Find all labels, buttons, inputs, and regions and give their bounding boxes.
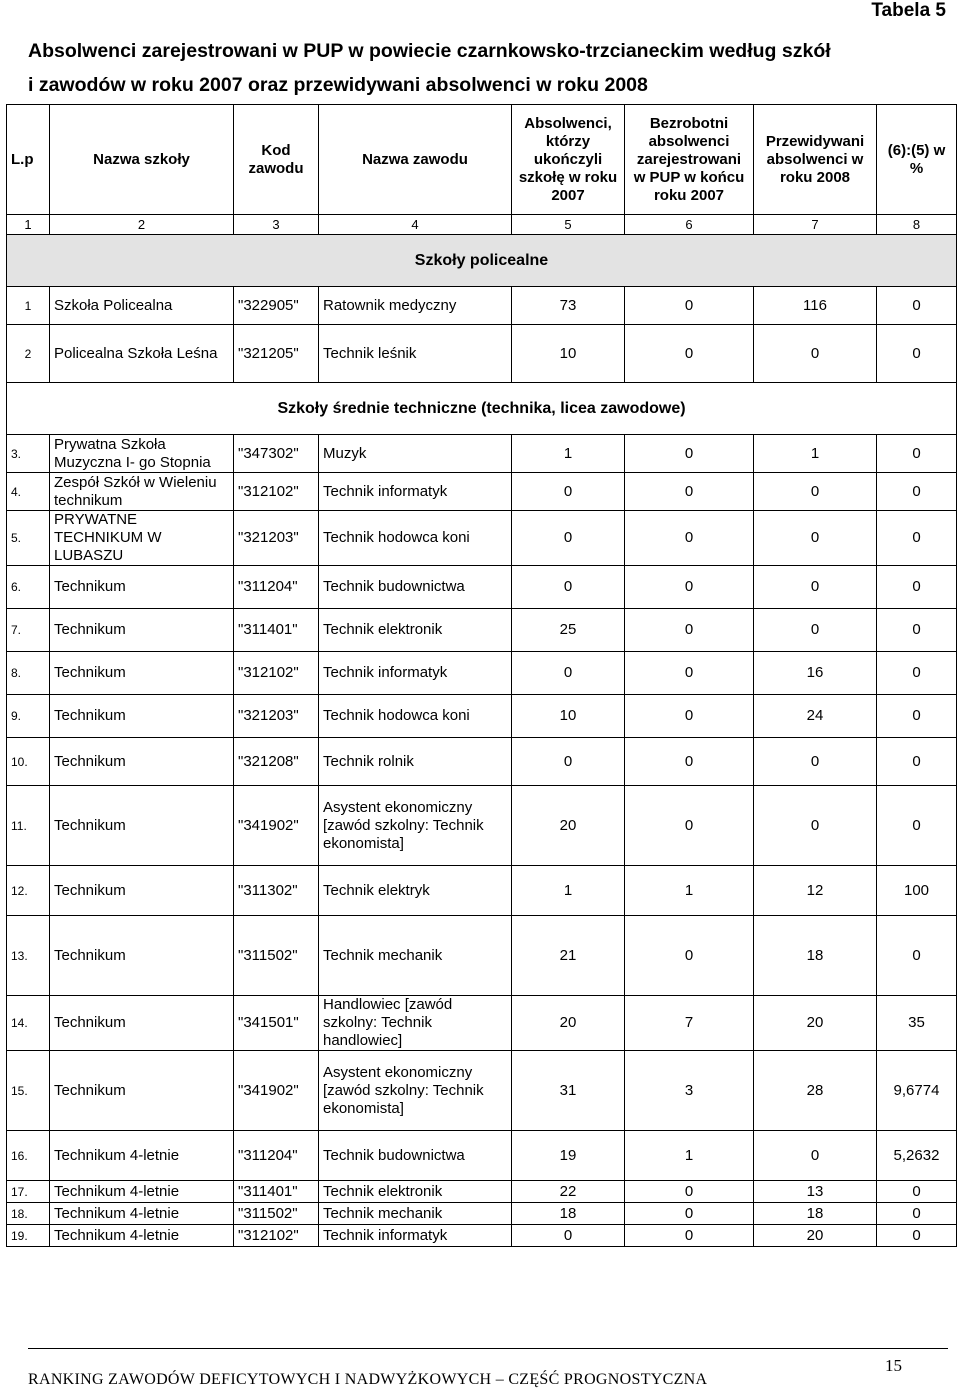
- row-forecast: 0: [754, 566, 877, 609]
- row-lp: 12.: [7, 866, 50, 916]
- row-lp: 13.: [7, 916, 50, 996]
- row-code: "321203": [234, 695, 319, 738]
- row-forecast: 18: [754, 1203, 877, 1225]
- row-profession: Technik leśnik: [319, 325, 512, 383]
- column-numbers-row: [7, 215, 957, 235]
- row-lp: 5.: [7, 511, 50, 566]
- row-school: PRYWATNE TECHNIKUM W LUBASZU: [50, 511, 234, 566]
- row-lp: 10.: [7, 738, 50, 786]
- header-forecast: Przewidywani absolwenci w roku 2008: [754, 105, 877, 215]
- row-profession: Technik rolnik: [319, 738, 512, 786]
- row-lp: 8.: [7, 652, 50, 695]
- row-lp: 18.: [7, 1203, 50, 1225]
- row-forecast: 16: [754, 652, 877, 695]
- row-profession: Technik hodowca koni: [319, 695, 512, 738]
- table-row: [7, 866, 957, 916]
- row-unemployed: 0: [625, 473, 754, 511]
- column-number: 6: [625, 215, 754, 235]
- section-title-post-secondary: Szkoły policealne: [7, 235, 957, 287]
- header-ratio: (6):(5) w %: [877, 105, 957, 215]
- row-graduates: 1: [512, 866, 625, 916]
- row-lp: 7.: [7, 609, 50, 652]
- row-forecast: 0: [754, 609, 877, 652]
- table-row: [7, 786, 957, 866]
- row-unemployed: 0: [625, 1203, 754, 1225]
- row-graduates: 21: [512, 916, 625, 996]
- section-row: [7, 383, 957, 435]
- row-school: Technikum: [50, 652, 234, 695]
- row-graduates: 20: [512, 996, 625, 1051]
- row-profession: Technik budownictwa: [319, 566, 512, 609]
- row-forecast: 24: [754, 695, 877, 738]
- row-ratio: 0: [877, 473, 957, 511]
- row-ratio: 0: [877, 738, 957, 786]
- row-code: "321203": [234, 511, 319, 566]
- row-school: Technikum 4-letnie: [50, 1131, 234, 1181]
- row-profession: Technik elektronik: [319, 609, 512, 652]
- table-label: Tabela 5: [871, 0, 946, 21]
- column-number: 2: [50, 215, 234, 235]
- row-unemployed: 1: [625, 1131, 754, 1181]
- row-ratio: 0: [877, 1181, 957, 1203]
- table-row: [7, 566, 957, 609]
- column-number: 1: [7, 215, 50, 235]
- row-code: "321205": [234, 325, 319, 383]
- row-unemployed: 0: [625, 1225, 754, 1247]
- row-unemployed: 0: [625, 511, 754, 566]
- header-profession: Nazwa zawodu: [319, 105, 512, 215]
- row-unemployed: 0: [625, 916, 754, 996]
- row-unemployed: 0: [625, 435, 754, 473]
- row-graduates: 25: [512, 609, 625, 652]
- row-lp: 3.: [7, 435, 50, 473]
- row-school: Policealna Szkoła Leśna: [50, 325, 234, 383]
- table-row: [7, 287, 957, 325]
- row-code: "312102": [234, 1225, 319, 1247]
- row-graduates: 10: [512, 695, 625, 738]
- row-forecast: 20: [754, 1225, 877, 1247]
- row-school: Technikum: [50, 695, 234, 738]
- row-lp: 14.: [7, 996, 50, 1051]
- row-graduates: 18: [512, 1203, 625, 1225]
- row-school: Technikum: [50, 609, 234, 652]
- table-row: [7, 695, 957, 738]
- row-forecast: 0: [754, 738, 877, 786]
- row-ratio: 0: [877, 786, 957, 866]
- row-ratio: 0: [877, 1225, 957, 1247]
- rows-technical: [7, 435, 957, 1247]
- table-row: [7, 1203, 957, 1225]
- row-code: "312102": [234, 473, 319, 511]
- row-lp: 9.: [7, 695, 50, 738]
- table-row: [7, 435, 957, 473]
- row-graduates: 1: [512, 435, 625, 473]
- row-graduates: 22: [512, 1181, 625, 1203]
- table-row: [7, 916, 957, 996]
- row-ratio: 0: [877, 652, 957, 695]
- row-code: "311502": [234, 1203, 319, 1225]
- row-school: Zespół Szkół w Wieleniu technikum: [50, 473, 234, 511]
- row-profession: Technik informatyk: [319, 652, 512, 695]
- column-number: 7: [754, 215, 877, 235]
- row-forecast: 0: [754, 786, 877, 866]
- row-forecast: 13: [754, 1181, 877, 1203]
- row-graduates: 19: [512, 1131, 625, 1181]
- page-number: 15: [885, 1356, 902, 1375]
- row-unemployed: 0: [625, 609, 754, 652]
- table-row: [7, 652, 957, 695]
- row-unemployed: 0: [625, 566, 754, 609]
- row-profession: Technik budownictwa: [319, 1131, 512, 1181]
- row-forecast: 12: [754, 866, 877, 916]
- row-forecast: 0: [754, 511, 877, 566]
- row-unemployed: 7: [625, 996, 754, 1051]
- row-profession: Technik informatyk: [319, 1225, 512, 1247]
- row-unemployed: 0: [625, 786, 754, 866]
- row-lp: 1: [7, 287, 50, 325]
- row-school: Technikum 4-letnie: [50, 1203, 234, 1225]
- row-code: "312102": [234, 652, 319, 695]
- title-line-2: i zawodów w roku 2007 oraz przewidywani absolwenci w roku 2008: [28, 74, 648, 96]
- row-forecast: 18: [754, 916, 877, 996]
- header-row: [7, 105, 957, 215]
- row-profession: Technik hodowca koni: [319, 511, 512, 566]
- row-lp: 15.: [7, 1051, 50, 1131]
- row-lp: 6.: [7, 566, 50, 609]
- row-code: "311204": [234, 566, 319, 609]
- row-school: Technikum: [50, 566, 234, 609]
- table-row: [7, 996, 957, 1051]
- row-ratio: 0: [877, 325, 957, 383]
- row-ratio: 0: [877, 609, 957, 652]
- row-graduates: 0: [512, 738, 625, 786]
- row-school: Technikum: [50, 916, 234, 996]
- rows-post-secondary: [7, 287, 957, 383]
- row-ratio: 100: [877, 866, 957, 916]
- header-school: Nazwa szkoły: [50, 105, 234, 215]
- row-unemployed: 0: [625, 287, 754, 325]
- row-code: "311204": [234, 1131, 319, 1181]
- table-row: [7, 325, 957, 383]
- section-title-technical: Szkoły średnie techniczne (technika, licea zawodowe): [7, 383, 957, 435]
- row-ratio: 0: [877, 566, 957, 609]
- row-ratio: 0: [877, 511, 957, 566]
- row-ratio: 0: [877, 287, 957, 325]
- row-school: Technikum 4-letnie: [50, 1225, 234, 1247]
- row-ratio: 9,6774: [877, 1051, 957, 1131]
- table-row: [7, 511, 957, 566]
- row-school: Technikum: [50, 996, 234, 1051]
- row-ratio: 0: [877, 695, 957, 738]
- row-unemployed: 0: [625, 325, 754, 383]
- row-unemployed: 0: [625, 652, 754, 695]
- row-graduates: 0: [512, 511, 625, 566]
- row-profession: Asystent ekonomiczny [zawód szkolny: Technik ekonomista]: [319, 786, 512, 866]
- row-code: "311302": [234, 866, 319, 916]
- row-lp: 17.: [7, 1181, 50, 1203]
- row-school: Technikum 4-letnie: [50, 1181, 234, 1203]
- row-forecast: 116: [754, 287, 877, 325]
- row-unemployed: 0: [625, 695, 754, 738]
- row-ratio: 5,2632: [877, 1131, 957, 1181]
- row-profession: Technik elektryk: [319, 866, 512, 916]
- table-row: [7, 1131, 957, 1181]
- row-forecast: 1: [754, 435, 877, 473]
- row-graduates: 0: [512, 566, 625, 609]
- row-profession: Technik mechanik: [319, 1203, 512, 1225]
- row-forecast: 20: [754, 996, 877, 1051]
- row-code: "341902": [234, 1051, 319, 1131]
- row-lp: 2: [7, 325, 50, 383]
- row-profession: Muzyk: [319, 435, 512, 473]
- row-forecast: 0: [754, 1131, 877, 1181]
- row-code: "311401": [234, 609, 319, 652]
- data-table: [6, 104, 957, 1247]
- footer-divider: [28, 1348, 948, 1349]
- row-lp: 16.: [7, 1131, 50, 1181]
- row-graduates: 20: [512, 786, 625, 866]
- section-row: [7, 235, 957, 287]
- row-code: "311502": [234, 916, 319, 996]
- row-school: Prywatna Szkoła Muzyczna I- go Stopnia: [50, 435, 234, 473]
- header-code: Kod zawodu: [234, 105, 319, 215]
- row-school: Technikum: [50, 738, 234, 786]
- row-forecast: 28: [754, 1051, 877, 1131]
- row-graduates: 0: [512, 473, 625, 511]
- table-row: [7, 1181, 957, 1203]
- row-code: "341501": [234, 996, 319, 1051]
- row-ratio: 35: [877, 996, 957, 1051]
- row-profession: Ratownik medyczny: [319, 287, 512, 325]
- row-code: "311401": [234, 1181, 319, 1203]
- row-profession: Technik elektronik: [319, 1181, 512, 1203]
- column-number: 8: [877, 215, 957, 235]
- row-profession: Handlowiec [zawód szkolny: Technik handlowiec]: [319, 996, 512, 1051]
- row-graduates: 31: [512, 1051, 625, 1131]
- row-unemployed: 0: [625, 1181, 754, 1203]
- row-lp: 11.: [7, 786, 50, 866]
- table-row: [7, 473, 957, 511]
- row-code: "347302": [234, 435, 319, 473]
- row-lp: 4.: [7, 473, 50, 511]
- header-lp: L.p: [7, 105, 50, 215]
- row-school: Technikum: [50, 1051, 234, 1131]
- row-graduates: 0: [512, 1225, 625, 1247]
- row-forecast: 0: [754, 473, 877, 511]
- row-school: Technikum: [50, 866, 234, 916]
- page-title: [28, 34, 948, 102]
- table-row: [7, 738, 957, 786]
- row-code: "321208": [234, 738, 319, 786]
- table-row: [7, 1225, 957, 1247]
- title-line-1: Absolwenci zarejestrowani w PUP w powiecie czarnkowsko-trzcianeckim według szkół: [28, 40, 831, 62]
- header-unemployed: Bezrobotni absolwenci zarejestrowani w PUP w końcu roku 2007: [625, 105, 754, 215]
- row-unemployed: 1: [625, 866, 754, 916]
- header-graduates: Absolwenci, którzy ukończyli szkołę w roku 2007: [512, 105, 625, 215]
- row-code: "322905": [234, 287, 319, 325]
- row-profession: Technik informatyk: [319, 473, 512, 511]
- footer-text: RANKING ZAWODÓW DEFICYTOWYCH I NADWYŻKOWYCH – CZĘŚĆ PROGNOSTYCZNA: [28, 1371, 708, 1388]
- table-row: [7, 609, 957, 652]
- row-unemployed: 3: [625, 1051, 754, 1131]
- row-code: "341902": [234, 786, 319, 866]
- row-unemployed: 0: [625, 738, 754, 786]
- table-row: [7, 1051, 957, 1131]
- row-graduates: 10: [512, 325, 625, 383]
- row-graduates: 73: [512, 287, 625, 325]
- row-school: Szkoła Policealna: [50, 287, 234, 325]
- row-ratio: 0: [877, 916, 957, 996]
- row-lp: 19.: [7, 1225, 50, 1247]
- row-ratio: 0: [877, 435, 957, 473]
- row-graduates: 0: [512, 652, 625, 695]
- row-forecast: 0: [754, 325, 877, 383]
- row-profession: Asystent ekonomiczny [zawód szkolny: Technik ekonomista]: [319, 1051, 512, 1131]
- row-ratio: 0: [877, 1203, 957, 1225]
- row-school: Technikum: [50, 786, 234, 866]
- row-profession: Technik mechanik: [319, 916, 512, 996]
- column-number: 3: [234, 215, 319, 235]
- column-number: 5: [512, 215, 625, 235]
- column-number: 4: [319, 215, 512, 235]
